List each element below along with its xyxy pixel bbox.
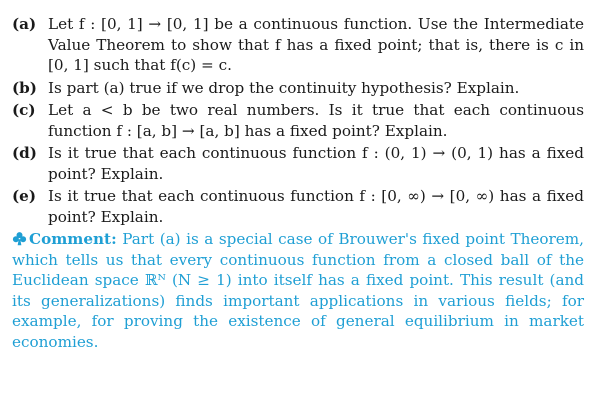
problem-label: (d) bbox=[12, 144, 37, 162]
problem-e bbox=[12, 186, 584, 227]
problem-d bbox=[12, 143, 584, 184]
problem-text: Is part (a) true if we drop the continuity hypothesis? Explain. bbox=[48, 78, 520, 97]
comment-text: Part (a) is a special case of Brouwer's fixed point Theorem, which tells us that every continuous function from a closed ball of the Euclidean space ℝᴺ (N ≥ 1) into itself has a fixed point. This result (and its generalizations) finds important applications in various fields; for example, for proving the existence of general equilibrium in market economies. bbox=[12, 230, 585, 351]
problem-text: Is it true that each continuous function f : [0, ∞) → [0, ∞) has a fixed point? Explain. bbox=[48, 187, 584, 226]
problem-b bbox=[12, 78, 584, 99]
problem-label: (c) bbox=[12, 101, 36, 119]
problem-c bbox=[12, 100, 584, 141]
club-icon bbox=[12, 231, 27, 246]
problem-a bbox=[12, 14, 584, 76]
problem-text: Let a < b be two real numbers. Is it true that each continuous function f : [a, b] → [a, b] has a fixed point? Explain. bbox=[48, 101, 584, 140]
problem-list bbox=[12, 14, 584, 227]
comment-block bbox=[12, 229, 584, 352]
problem-label: (b) bbox=[12, 78, 37, 97]
problem-label: (a) bbox=[12, 15, 37, 33]
problem-text: Let f : [0, 1] → [0, 1] be a continuous function. Use the Intermediate Value Theorem to show that f has a fixed point; that is, there is c in [0, 1] such that f(c) = c. bbox=[48, 15, 584, 74]
comment-heading: Comment: bbox=[29, 230, 117, 248]
problem-label: (e) bbox=[12, 187, 37, 205]
problem-text: Is it true that each continuous function f : (0, 1) → (0, 1) has a fixed point? Explain. bbox=[48, 144, 584, 183]
